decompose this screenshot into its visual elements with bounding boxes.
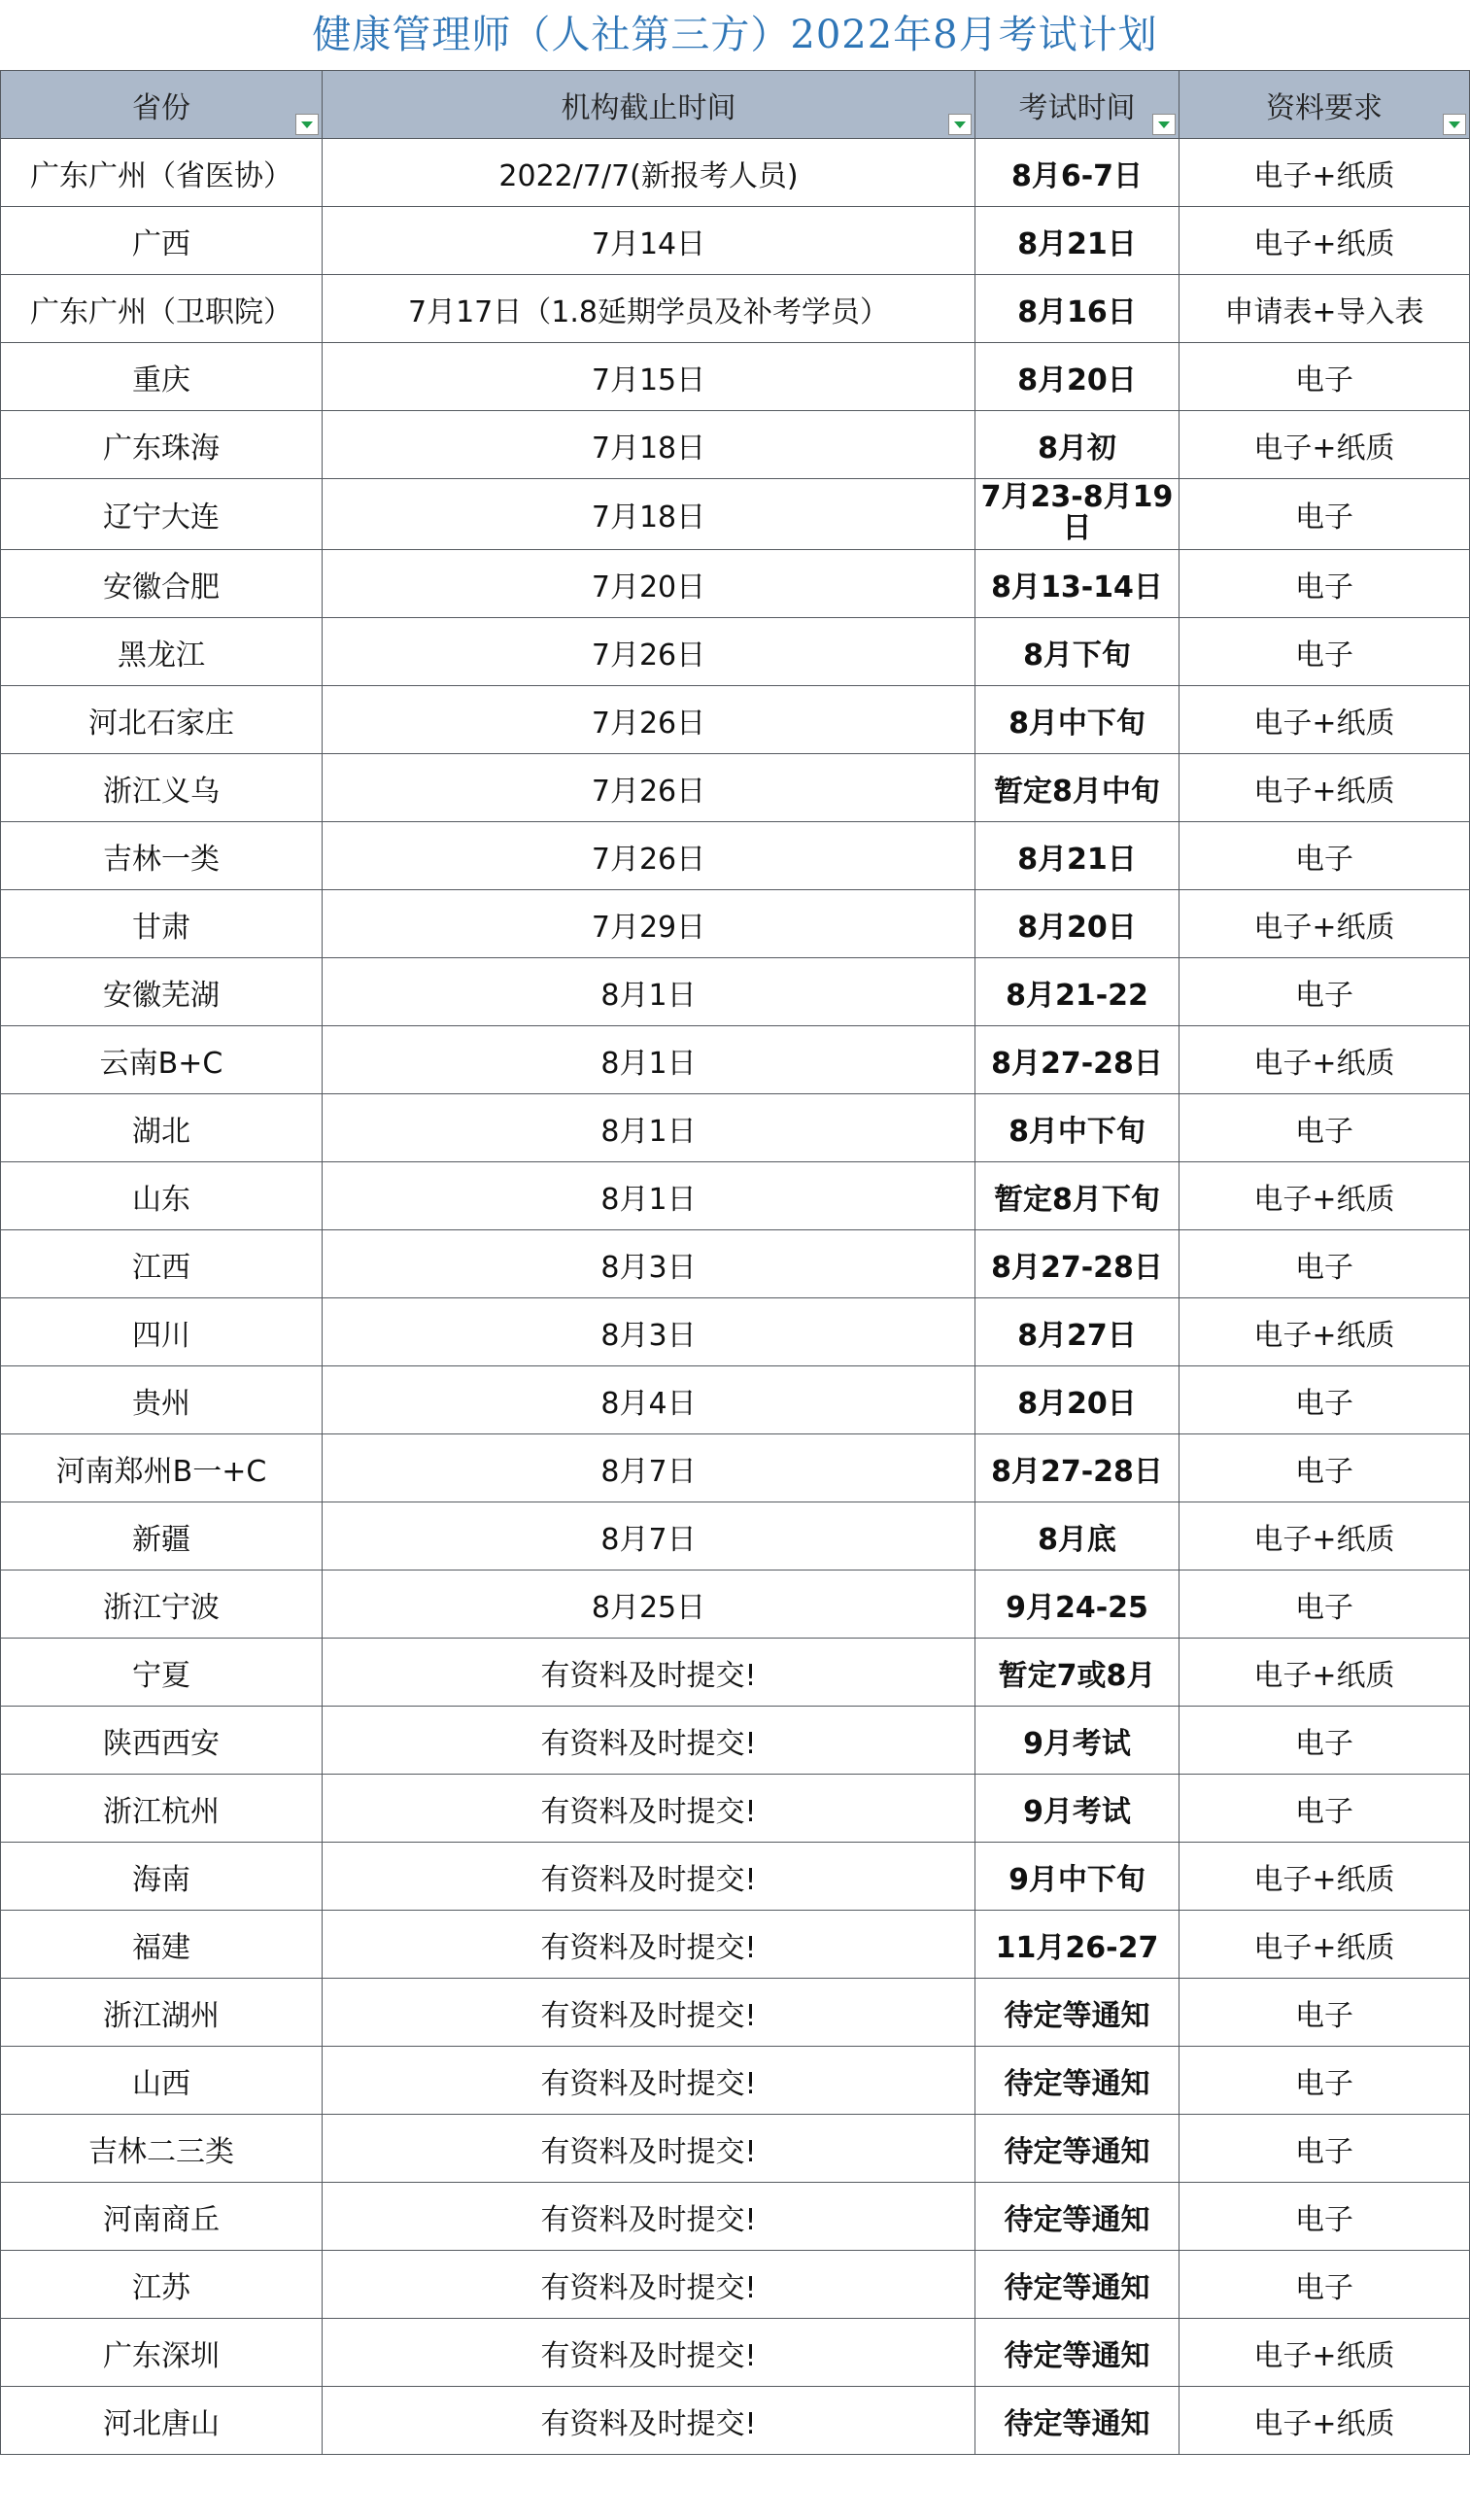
cell-province[interactable]: 甘肃 bbox=[1, 890, 323, 958]
table-row bbox=[1, 1502, 1470, 1571]
table-row bbox=[1, 343, 1470, 411]
cell-province[interactable]: 广西 bbox=[1, 207, 323, 275]
cell-materials[interactable]: 电子 bbox=[1179, 1434, 1470, 1502]
column-header-label: 考试时间 bbox=[1018, 90, 1136, 125]
table-row bbox=[1, 2047, 1470, 2115]
cell-exam-time[interactable]: 8月27-28日 bbox=[975, 1026, 1179, 1094]
cell-materials[interactable]: 电子+纸质 bbox=[1179, 1502, 1470, 1571]
table-row bbox=[1, 139, 1470, 207]
cell-deadline[interactable]: 2022/7/7(新报考人员) bbox=[323, 139, 975, 207]
cell-deadline[interactable]: 7月14日 bbox=[323, 207, 975, 275]
cell-exam-time[interactable]: 9月考试 bbox=[975, 1775, 1179, 1843]
cell-deadline[interactable]: 有资料及时提交! bbox=[323, 1979, 975, 2047]
table-row bbox=[1, 822, 1470, 890]
cell-materials[interactable]: 电子+纸质 bbox=[1179, 139, 1470, 207]
cell-deadline[interactable]: 8月7日 bbox=[323, 1434, 975, 1502]
cell-materials[interactable]: 电子 bbox=[1179, 479, 1470, 550]
header-row bbox=[1, 71, 1470, 139]
cell-deadline[interactable]: 8月7日 bbox=[323, 1502, 975, 1571]
cell-exam-time[interactable]: 7月23-8月19日 bbox=[975, 479, 1179, 550]
cell-materials[interactable]: 电子+纸质 bbox=[1179, 2319, 1470, 2387]
cell-materials[interactable]: 申请表+导入表 bbox=[1179, 275, 1470, 343]
cell-deadline[interactable]: 有资料及时提交! bbox=[323, 1639, 975, 1707]
cell-materials[interactable]: 电子+纸质 bbox=[1179, 411, 1470, 479]
cell-exam-time[interactable]: 8月6-7日 bbox=[975, 139, 1179, 207]
cell-exam-time[interactable]: 8月13-14日 bbox=[975, 550, 1179, 618]
cell-exam-time[interactable]: 8月27-28日 bbox=[975, 1230, 1179, 1298]
cell-exam-time[interactable]: 8月下旬 bbox=[975, 618, 1179, 686]
cell-deadline[interactable]: 有资料及时提交! bbox=[323, 1775, 975, 1843]
cell-materials[interactable]: 电子 bbox=[1179, 2047, 1470, 2115]
table-body bbox=[1, 139, 1470, 2455]
table-row bbox=[1, 618, 1470, 686]
table-row bbox=[1, 686, 1470, 754]
cell-deadline[interactable]: 有资料及时提交! bbox=[323, 1843, 975, 1911]
cell-deadline[interactable]: 7月26日 bbox=[323, 754, 975, 822]
cell-deadline[interactable]: 8月3日 bbox=[323, 1298, 975, 1366]
cell-province[interactable]: 广东广州（卫职院） bbox=[1, 275, 323, 343]
column-header-deadline bbox=[323, 71, 975, 139]
cell-exam-time[interactable]: 8月20日 bbox=[975, 1366, 1179, 1434]
cell-province[interactable]: 陕西西安 bbox=[1, 1707, 323, 1775]
cell-province[interactable]: 广东广州（省医协） bbox=[1, 139, 323, 207]
cell-exam-time[interactable]: 9月考试 bbox=[975, 1707, 1179, 1775]
cell-province[interactable]: 河北石家庄 bbox=[1, 686, 323, 754]
cell-exam-time[interactable]: 暂定7或8月 bbox=[975, 1639, 1179, 1707]
cell-exam-time[interactable]: 8月中下旬 bbox=[975, 1094, 1179, 1162]
table-row bbox=[1, 1366, 1470, 1434]
cell-deadline[interactable]: 有资料及时提交! bbox=[323, 2319, 975, 2387]
cell-deadline[interactable]: 7月15日 bbox=[323, 343, 975, 411]
cell-province[interactable]: 吉林一类 bbox=[1, 822, 323, 890]
cell-exam-time[interactable]: 待定等通知 bbox=[975, 2183, 1179, 2251]
cell-materials[interactable]: 电子 bbox=[1179, 1571, 1470, 1639]
cell-deadline[interactable]: 有资料及时提交! bbox=[323, 2183, 975, 2251]
cell-deadline[interactable]: 有资料及时提交! bbox=[323, 1911, 975, 1979]
table-row bbox=[1, 275, 1470, 343]
table-row bbox=[1, 2251, 1470, 2319]
cell-deadline[interactable]: 7月29日 bbox=[323, 890, 975, 958]
cell-province[interactable]: 浙江义乌 bbox=[1, 754, 323, 822]
cell-deadline[interactable]: 8月25日 bbox=[323, 1571, 975, 1639]
cell-materials[interactable]: 电子 bbox=[1179, 343, 1470, 411]
table-row bbox=[1, 411, 1470, 479]
cell-province[interactable]: 河南郑州B一+C bbox=[1, 1434, 323, 1502]
cell-materials[interactable]: 电子 bbox=[1179, 1707, 1470, 1775]
table-row bbox=[1, 958, 1470, 1026]
cell-exam-time[interactable]: 8月27日 bbox=[975, 1298, 1179, 1366]
cell-deadline[interactable]: 7月26日 bbox=[323, 822, 975, 890]
table-row bbox=[1, 1707, 1470, 1775]
cell-materials[interactable]: 电子 bbox=[1179, 2183, 1470, 2251]
cell-province[interactable]: 黑龙江 bbox=[1, 618, 323, 686]
table-row bbox=[1, 2115, 1470, 2183]
table-row bbox=[1, 1775, 1470, 1843]
cell-province[interactable]: 海南 bbox=[1, 1843, 323, 1911]
cell-exam-time[interactable]: 待定等通知 bbox=[975, 2115, 1179, 2183]
cell-exam-time[interactable]: 待定等通知 bbox=[975, 2251, 1179, 2319]
table-row bbox=[1, 1230, 1470, 1298]
table-row bbox=[1, 1162, 1470, 1230]
cell-exam-time[interactable]: 8月21日 bbox=[975, 822, 1179, 890]
cell-deadline[interactable]: 7月26日 bbox=[323, 618, 975, 686]
table-row bbox=[1, 1434, 1470, 1502]
cell-province[interactable]: 贵州 bbox=[1, 1366, 323, 1434]
cell-deadline[interactable]: 7月18日 bbox=[323, 411, 975, 479]
cell-materials[interactable]: 电子+纸质 bbox=[1179, 2387, 1470, 2455]
cell-deadline[interactable]: 8月1日 bbox=[323, 1162, 975, 1230]
column-header-label: 省份 bbox=[132, 90, 190, 125]
cell-exam-time[interactable]: 8月20日 bbox=[975, 890, 1179, 958]
cell-materials[interactable]: 电子 bbox=[1179, 1775, 1470, 1843]
cell-exam-time[interactable]: 9月24-25 bbox=[975, 1571, 1179, 1639]
cell-province[interactable]: 四川 bbox=[1, 1298, 323, 1366]
cell-deadline[interactable]: 有资料及时提交! bbox=[323, 2251, 975, 2319]
cell-exam-time[interactable]: 8月21-22 bbox=[975, 958, 1179, 1026]
cell-deadline[interactable]: 8月1日 bbox=[323, 1026, 975, 1094]
cell-materials[interactable]: 电子 bbox=[1179, 1094, 1470, 1162]
cell-exam-time[interactable]: 8月16日 bbox=[975, 275, 1179, 343]
cell-materials[interactable]: 电子+纸质 bbox=[1179, 1026, 1470, 1094]
filter-dropdown-icon[interactable] bbox=[1443, 114, 1466, 135]
cell-materials[interactable]: 电子+纸质 bbox=[1179, 754, 1470, 822]
cell-materials[interactable]: 电子+纸质 bbox=[1179, 686, 1470, 754]
cell-province[interactable]: 浙江宁波 bbox=[1, 1571, 323, 1639]
cell-exam-time[interactable]: 待定等通知 bbox=[975, 2319, 1179, 2387]
table-row bbox=[1, 1026, 1470, 1094]
cell-materials[interactable]: 电子+纸质 bbox=[1179, 1162, 1470, 1230]
cell-province[interactable]: 吉林二三类 bbox=[1, 2115, 323, 2183]
cell-province[interactable]: 福建 bbox=[1, 1911, 323, 1979]
table-row bbox=[1, 754, 1470, 822]
table-row bbox=[1, 1843, 1470, 1911]
cell-province[interactable]: 安徽芜湖 bbox=[1, 958, 323, 1026]
cell-deadline[interactable]: 7月18日 bbox=[323, 479, 975, 550]
cell-province[interactable]: 湖北 bbox=[1, 1094, 323, 1162]
table-row bbox=[1, 207, 1470, 275]
cell-province[interactable]: 宁夏 bbox=[1, 1639, 323, 1707]
cell-deadline[interactable]: 有资料及时提交! bbox=[323, 2047, 975, 2115]
cell-exam-time[interactable]: 暂定8月中旬 bbox=[975, 754, 1179, 822]
cell-materials[interactable]: 电子+纸质 bbox=[1179, 1298, 1470, 1366]
column-header-label: 资料要求 bbox=[1266, 90, 1383, 125]
table-row bbox=[1, 1639, 1470, 1707]
cell-materials[interactable]: 电子 bbox=[1179, 1979, 1470, 2047]
cell-province[interactable]: 浙江杭州 bbox=[1, 1775, 323, 1843]
cell-exam-time[interactable]: 待定等通知 bbox=[975, 2387, 1179, 2455]
cell-exam-time[interactable]: 8月初 bbox=[975, 411, 1179, 479]
cell-province[interactable]: 广东珠海 bbox=[1, 411, 323, 479]
cell-exam-time[interactable]: 待定等通知 bbox=[975, 2047, 1179, 2115]
column-header-exam-time bbox=[975, 71, 1179, 139]
cell-province[interactable]: 江苏 bbox=[1, 2251, 323, 2319]
cell-deadline[interactable]: 有资料及时提交! bbox=[323, 2387, 975, 2455]
table-row bbox=[1, 1911, 1470, 1979]
cell-deadline[interactable]: 7月26日 bbox=[323, 686, 975, 754]
cell-deadline[interactable]: 8月1日 bbox=[323, 1094, 975, 1162]
cell-deadline[interactable]: 7月20日 bbox=[323, 550, 975, 618]
table-row bbox=[1, 1979, 1470, 2047]
table-row bbox=[1, 2387, 1470, 2455]
cell-materials[interactable]: 电子 bbox=[1179, 1230, 1470, 1298]
cell-materials[interactable]: 电子+纸质 bbox=[1179, 1639, 1470, 1707]
column-header-province bbox=[1, 71, 323, 139]
cell-province[interactable]: 重庆 bbox=[1, 343, 323, 411]
cell-materials[interactable]: 电子 bbox=[1179, 2251, 1470, 2319]
cell-deadline[interactable]: 有资料及时提交! bbox=[323, 1707, 975, 1775]
column-header-label: 机构截止时间 bbox=[561, 90, 736, 125]
table-row bbox=[1, 479, 1470, 550]
cell-exam-time[interactable]: 8月中下旬 bbox=[975, 686, 1179, 754]
cell-province[interactable]: 云南B+C bbox=[1, 1026, 323, 1094]
cell-materials[interactable]: 电子 bbox=[1179, 822, 1470, 890]
table-row bbox=[1, 1571, 1470, 1639]
cell-province[interactable]: 山东 bbox=[1, 1162, 323, 1230]
cell-province[interactable]: 山西 bbox=[1, 2047, 323, 2115]
cell-deadline[interactable]: 8月4日 bbox=[323, 1366, 975, 1434]
table-row bbox=[1, 2183, 1470, 2251]
cell-province[interactable]: 江西 bbox=[1, 1230, 323, 1298]
cell-exam-time[interactable]: 待定等通知 bbox=[975, 1979, 1179, 2047]
table-row bbox=[1, 2319, 1470, 2387]
column-header-materials bbox=[1179, 71, 1470, 139]
cell-province[interactable]: 辽宁大连 bbox=[1, 479, 323, 550]
cell-materials[interactable]: 电子 bbox=[1179, 2115, 1470, 2183]
cell-exam-time[interactable]: 8月21日 bbox=[975, 207, 1179, 275]
table-row bbox=[1, 1094, 1470, 1162]
cell-exam-time[interactable]: 8月底 bbox=[975, 1502, 1179, 1571]
cell-exam-time[interactable]: 8月27-28日 bbox=[975, 1434, 1179, 1502]
cell-materials[interactable]: 电子 bbox=[1179, 1366, 1470, 1434]
cell-exam-time[interactable]: 11月26-27 bbox=[975, 1911, 1179, 1979]
cell-province[interactable]: 河南商丘 bbox=[1, 2183, 323, 2251]
filter-dropdown-icon[interactable] bbox=[295, 114, 319, 135]
cell-province[interactable]: 浙江湖州 bbox=[1, 1979, 323, 2047]
cell-province[interactable]: 安徽合肥 bbox=[1, 550, 323, 618]
sheet-title: 健康管理师（人社第三方）2022年8月考试计划 bbox=[312, 13, 1158, 57]
cell-materials[interactable]: 电子+纸质 bbox=[1179, 1911, 1470, 1979]
cell-deadline[interactable]: 7月17日（1.8延期学员及补考学员） bbox=[323, 275, 975, 343]
cell-materials[interactable]: 电子+纸质 bbox=[1179, 890, 1470, 958]
cell-exam-time[interactable]: 暂定8月下旬 bbox=[975, 1162, 1179, 1230]
cell-deadline[interactable]: 有资料及时提交! bbox=[323, 2115, 975, 2183]
cell-province[interactable]: 广东深圳 bbox=[1, 2319, 323, 2387]
cell-materials[interactable]: 电子+纸质 bbox=[1179, 207, 1470, 275]
filter-dropdown-icon[interactable] bbox=[948, 114, 972, 135]
table-row bbox=[1, 550, 1470, 618]
filter-dropdown-icon[interactable] bbox=[1152, 114, 1176, 135]
exam-schedule-table bbox=[0, 70, 1470, 2455]
cell-exam-time[interactable]: 8月20日 bbox=[975, 343, 1179, 411]
cell-materials[interactable]: 电子 bbox=[1179, 958, 1470, 1026]
cell-deadline[interactable]: 8月1日 bbox=[323, 958, 975, 1026]
cell-materials[interactable]: 电子+纸质 bbox=[1179, 1843, 1470, 1911]
table-row bbox=[1, 890, 1470, 958]
cell-province[interactable]: 河北唐山 bbox=[1, 2387, 323, 2455]
cell-materials[interactable]: 电子 bbox=[1179, 618, 1470, 686]
cell-province[interactable]: 新疆 bbox=[1, 1502, 323, 1571]
cell-materials[interactable]: 电子 bbox=[1179, 550, 1470, 618]
table-row bbox=[1, 1298, 1470, 1366]
cell-deadline[interactable]: 8月3日 bbox=[323, 1230, 975, 1298]
cell-exam-time[interactable]: 9月中下旬 bbox=[975, 1843, 1179, 1911]
